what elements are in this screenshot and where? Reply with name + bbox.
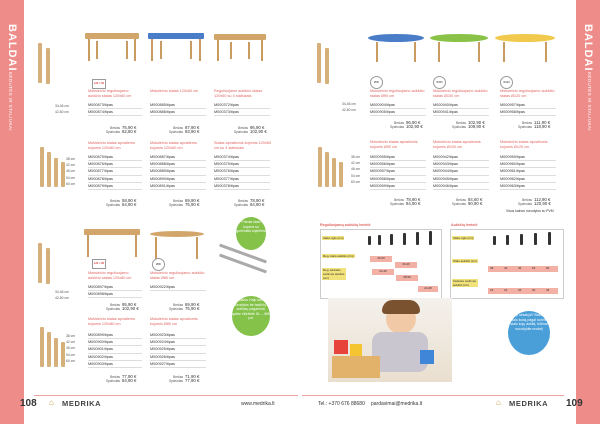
right-chart-seats: 22 24 26 30 34 <box>488 288 558 294</box>
height-labels-top-left: 34-46 cm 42-60 cm <box>55 104 69 115</box>
brand-right: MEDRIKA <box>509 399 549 408</box>
legset-title-8: Moksleivio stalas apvaliomis kojomis Ø120 cm <box>500 140 548 149</box>
brand-left: MEDRIKA <box>62 399 102 408</box>
price-labels-7: Beržas Spalvotas <box>452 121 466 129</box>
price-labels-1: Beržas Spalvotas <box>106 126 120 134</box>
legset-prices-8: 112,90 € 120,90 € <box>534 197 551 206</box>
size-badge-4: 120 × 80 <box>92 259 106 269</box>
product-title-1: Moksleivio reguliuojamo aukščio stalas 120x60 cm <box>88 89 132 98</box>
product-codes-4: M000897/tipas M000898/tipas <box>88 284 142 298</box>
product-title-8: Moksleivio reguliuojamo aukščio stalas Ø120 cm <box>500 89 555 98</box>
leg-height-labels-right: 38 cm 42 cm 46 cm 54 cm 60 cm <box>351 155 360 184</box>
left-chart-row-2: Reg. stalo aukštis (cm) <box>323 254 354 258</box>
legset-labels-2: Beržas Spalvotas <box>169 199 183 207</box>
prices-4: 95,90 € 102,90 € <box>122 302 139 311</box>
left-chart-cell-3: 34-46 <box>372 269 394 275</box>
legset-prices-4: 77,90 € 84,90 € <box>122 374 137 383</box>
product-title-5: Moksleivio reguliuojamo aukščio stalas Ø80 cm <box>150 271 205 280</box>
legset-codes-1: M000875/tipas M000876/tipas M000877/tipas M000878/tipas M000879/tipas <box>88 154 142 190</box>
legset-codes-4: M000899/tipas M000900/tipas M000901/tipas M000902/tipas M000903/tipas <box>88 332 142 368</box>
prices-1: 76,90 € 82,80 € <box>122 125 137 134</box>
vat-note: Visos kainos nurodytos su PVM <box>506 209 554 213</box>
legset-labels-1: Beržas Spalvotas <box>106 199 120 207</box>
price-labels-4: Beržas Spalvotas <box>106 303 120 311</box>
legset-prices-5: 71,90 € 77,90 € <box>185 374 200 383</box>
child-playing-photo <box>328 298 452 382</box>
footer-divider-right <box>302 395 564 396</box>
right-chart-row-3: Kėdutės sėdimas aukštis (cm) <box>453 279 477 287</box>
legset-prices-7: 84,60 € 90,90 € <box>468 197 483 206</box>
height-labels-bottom-left: 34-46 cm 42-60 cm <box>55 290 69 301</box>
footer-divider-left <box>34 395 298 396</box>
prices-6: 96,90 € 102,90 € <box>406 120 423 129</box>
legset-title-6: Moksleivio stalas apvaliomis kojomis Ø90 cm <box>370 140 418 149</box>
footer-email[interactable]: pardavimai@medrika.lt <box>371 401 423 407</box>
prices-2: 87,90 € 93,90 € <box>185 125 200 134</box>
price-labels-6: Beržas Spalvotas <box>390 121 404 129</box>
product-codes-6: M000904/tipas M000905/tipas <box>370 102 426 116</box>
legset-codes-2: M000887/tipas M000888/tipas M000889/tipas M000890/tipas M000891/tipas <box>150 154 206 190</box>
right-rail-subtitle: KĖDUTĖS IR STALIUKAI <box>587 72 592 131</box>
price-labels-2: Beržas Spalvotas <box>169 126 183 134</box>
legset-labels-4: Beržas Spalvotas <box>106 375 120 383</box>
legset-labels-5: Beržas Spalvotas <box>169 375 183 383</box>
legset-title-4: Moksleivio stalas apvaliems kojomis 120x80 cm <box>88 317 135 326</box>
legset-prices-6: 78,90 € 84,90 € <box>406 197 421 206</box>
legset-codes-5: M000923/tipas M000924/tipas M000925/tipas M000926/tipas M000927/tipas <box>150 332 206 368</box>
legset-codes-6: M000955/tipas M000956/tipas M000957/tipas M000958/tipas M000959/tipas <box>370 154 426 190</box>
product-title-2: Moksleivio stalas 120x60 cm <box>150 89 199 93</box>
leg-height-labels-left: 38 cm 42 cm 46 cm 54 cm 60 cm <box>66 157 75 186</box>
medrika-logo-icon: ⌂ <box>49 398 54 407</box>
prices-7: 102,90 € 109,90 € <box>468 120 485 129</box>
page-number-left: 108 <box>20 398 37 409</box>
medrika-logo-icon: ⌂ <box>496 398 501 407</box>
left-rail-subtitle: KĖDUTĖS IR STALIUKAI <box>8 72 13 131</box>
legset-prices-1: 58,90 € 64,90 € <box>122 198 137 207</box>
product-title-6: Moksleivio reguliuojamo aukščio stalas Ø90 cm <box>370 89 425 98</box>
product-codes-8: M000957/tipas M000958/tipas <box>500 102 556 116</box>
legset-codes-7: M000942/tipas M000943/tipas M000944/tipas M000945/tipas M000946/tipas <box>433 154 489 190</box>
legset-prices-2: 69,90 € 75,90 € <box>185 198 200 207</box>
right-chart-heights: 38 42 46 54 60 <box>488 266 558 272</box>
prices-5: 69,90 € 75,90 € <box>185 302 200 311</box>
left-rail-title: BALDAI <box>6 24 18 72</box>
right-chart-row-1: Vaiko ūgis (cm) <box>453 236 474 240</box>
legset-title-3: Stalas apvaliomis kojomis 120x60 cm su 4 staliukais <box>214 141 271 150</box>
legset-labels-8: Beržas Spalvotas <box>518 198 532 206</box>
page-number-right: 109 <box>566 398 583 409</box>
legset-title-7: Moksleivio stalas apvaliomis kojomis Ø100 cm <box>433 140 481 149</box>
left-chart-cell-2: 30-46 <box>395 262 417 268</box>
legset-title-5: Moksleivio stalas apvaliomis kojomis Ø80 cm <box>150 317 198 326</box>
price-labels-5: Beržas Spalvotas <box>169 303 183 311</box>
left-chart-cell-1: 46-60 <box>370 256 392 262</box>
legset-prices-3: 78,90 € 84,90 € <box>250 198 265 207</box>
size-badge-7: Ø100 <box>433 76 446 89</box>
pricing-note-bubble: Pastaba: Kaip kainos nurodytos be baldžių ir staliukų pagaminti, gaibe žiūrėkite 61 – 465 psl. <box>232 296 270 336</box>
product-title-7: Moksleivio reguliuojamo aukščio stalas Ø100 cm <box>433 89 488 98</box>
legset-labels-7: Beržas Spalvotas <box>452 198 466 206</box>
prices-8: 111,90 € 118,90 € <box>534 120 551 129</box>
height-labels-top-right: 34-46 cm 42-60 cm <box>342 102 356 113</box>
right-rail-title: BALDAI <box>582 24 594 72</box>
right-chart-title: Aukščių lentelė <box>451 223 478 227</box>
prices-3: 96,90 € 102,90 € <box>250 125 267 134</box>
footer-phone[interactable]: Tel.: +370 676 88680 <box>318 401 365 407</box>
legset-codes-3: M000374/tipas M000375/tipas M000376/tipas M000377/tipas M000378/tipas <box>214 154 270 190</box>
price-labels-8: Beržas Spalvotas <box>518 121 532 129</box>
price-labels-3: Beržas Spalvotas <box>234 126 248 134</box>
legset-title-2: Moksleivio stalas apvaliems kojomis 120x60 cm <box>150 141 197 150</box>
product-codes-2: M000885/tipas M000886/tipas <box>150 102 206 116</box>
accessory-note-bubble: Priedai stalu kojoms su guminiais kojelėms <box>236 217 266 250</box>
footer-web[interactable]: www.medrika.lt <box>241 401 275 407</box>
size-badge-6: Ø90 <box>370 76 383 89</box>
product-codes-1: M000873/tipas M000874/tipas <box>88 102 142 116</box>
product-title-3: Reguliuojamo aukščio stalas 120x60 su 4 staliukais <box>214 89 263 98</box>
how-to-order-bubble: Kaip užsakyti? Baldelių stalo kodą pagal norimą stalo kojų aukštį, būtinai nurodykite modelį <box>508 311 550 355</box>
left-chart-row-3: Reg. kėdutės sėdimas aukštis (cm) <box>323 268 345 280</box>
legset-title-1: Moksleivio stalas apvaliems kojomis 120x60 cm <box>88 141 135 150</box>
size-badge-8: Ø120 <box>500 76 513 89</box>
legset-labels-6: Beržas Spalvotas <box>390 198 404 206</box>
product-codes-5: M000922/tipas <box>150 284 206 291</box>
left-chart-row-1: Vaiko ūgis (cm) <box>323 236 344 240</box>
product-codes-3: M000372/tipas M000373/tipas <box>214 102 270 116</box>
legset-labels-3: Beržas Spalvotas <box>234 199 248 207</box>
product-codes-7: M000940/tipas M000941/tipas <box>433 102 489 116</box>
left-chart-title: Reguliuojamų aukščių lentelė <box>320 223 371 227</box>
product-title-4: Moksleivio reguliuojamo aukščio stalas 120x80 cm <box>88 271 132 280</box>
leg-height-labels-left-2: 38 cm 42 cm 46 cm 54 cm 60 cm <box>66 334 75 363</box>
left-chart-cell-4: 38-50 <box>396 275 418 281</box>
right-chart-row-2: Stalo aukštis (cm) <box>453 259 477 263</box>
size-badge-5: Ø80 <box>152 258 165 271</box>
size-badge-1: 120 × 60 <box>92 79 106 89</box>
legset-codes-8: M000959/tipas M000960/tipas M000961/tipas M000962/tipas M000963/tipas <box>500 154 556 190</box>
left-chart-cell-5: 24-38 <box>418 286 438 292</box>
